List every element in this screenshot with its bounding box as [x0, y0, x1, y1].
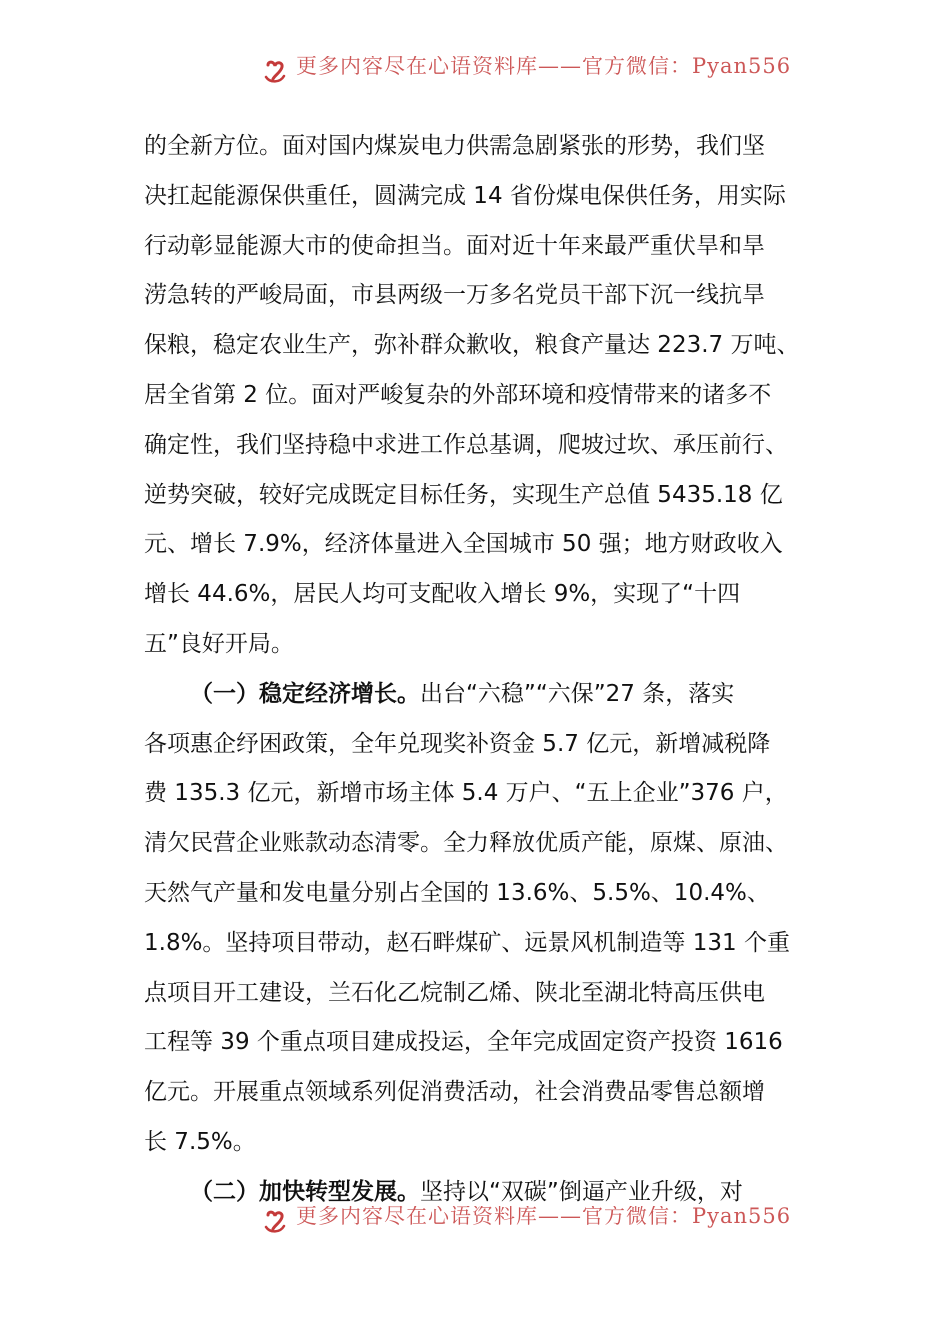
section-first-text: 坚持以“双碳”倒逼产业升级，对 [420, 1178, 743, 1205]
text-line: 元、增长 7.9%，经济体量进入全国城市 50 强；地方财政收入 [144, 531, 783, 558]
section-first-line [144, 670, 816, 720]
text-line: 涝急转的严峻局面，市县两级一万多名党员干部下沉一线抗旱 [144, 282, 765, 309]
text-line: 各项惠企纾困政策，全年兑现奖补资金 5.7 亿元，新增减税降 [144, 730, 771, 757]
heart-logo-icon [262, 57, 290, 85]
heart-logo-icon [262, 1207, 290, 1235]
text-line: 行动彰显能源大市的使命担当。面对近十年来最严重伏旱和旱 [144, 232, 765, 259]
text-line: 天然气产量和发电量分别占全国的 13.6%、5.5%、10.4%、 [144, 879, 770, 906]
section-heading: （一）稳定经济增长。 [190, 680, 420, 707]
text-line: 费 135.3 亿元，新增市场主体 5.4 万户、“五上企业”376 户， [144, 780, 788, 807]
text-line: 清欠民营企业账款动态清零。全力释放优质产能，原煤、原油、 [144, 830, 788, 857]
text-line: 的全新方位。面对国内煤炭电力供需急剧紧张的形势，我们坚 [144, 133, 765, 159]
watermark-bottom [262, 1206, 791, 1236]
section-heading: （二）加快转型发展。 [190, 1178, 420, 1205]
watermark-text: 更多内容尽在心语资料库——官方微信：Pyan556 [296, 56, 792, 78]
text-line: 点项目开工建设，兰石化乙烷制乙烯、陕北至湖北特高压供电 [144, 979, 765, 1006]
text-line: 1.8%。坚持项目带动，赵石畔煤矿、远景风机制造等 131 个重 [144, 929, 790, 956]
watermark-text: 更多内容尽在心语资料库——官方微信：Pyan556 [296, 1206, 792, 1228]
text-line: 亿元。开展重点领域系列促消费活动，社会消费品零售总额增 [144, 1079, 765, 1106]
text-line: 长 7.5%。 [144, 1128, 256, 1155]
text-line: 决扛起能源保供重任，圆满完成 14 省份煤电保供任务，用实际 [144, 182, 786, 209]
section-first-text: 出台“六稳”“六保”27 条，落实 [420, 680, 735, 707]
text-line: 逆势突破，较好完成既定目标任务，实现生产总值 5435.18 亿 [144, 481, 783, 508]
text-line: 增长 44.6%，居民人均可支配收入增长 9%，实现了“十四 [144, 581, 741, 608]
watermark-top [262, 56, 791, 86]
text-line: 工程等 39 个重点项目建成投运，全年完成固定资产投资 1616 [144, 1029, 783, 1056]
text-line: 五”良好开局。 [144, 630, 294, 657]
text-line: 保粮，稳定农业生产，弥补群众歉收，粮食产量达 223.7 万吨、 [144, 332, 800, 359]
text-line: 居全省第 2 位。面对严峻复杂的外部环境和疫情带来的诸多不 [144, 381, 772, 408]
document-body [144, 122, 816, 1218]
text-line: 确定性，我们坚持稳中求进工作总基调，爬坡过坎、承压前行、 [144, 431, 788, 458]
